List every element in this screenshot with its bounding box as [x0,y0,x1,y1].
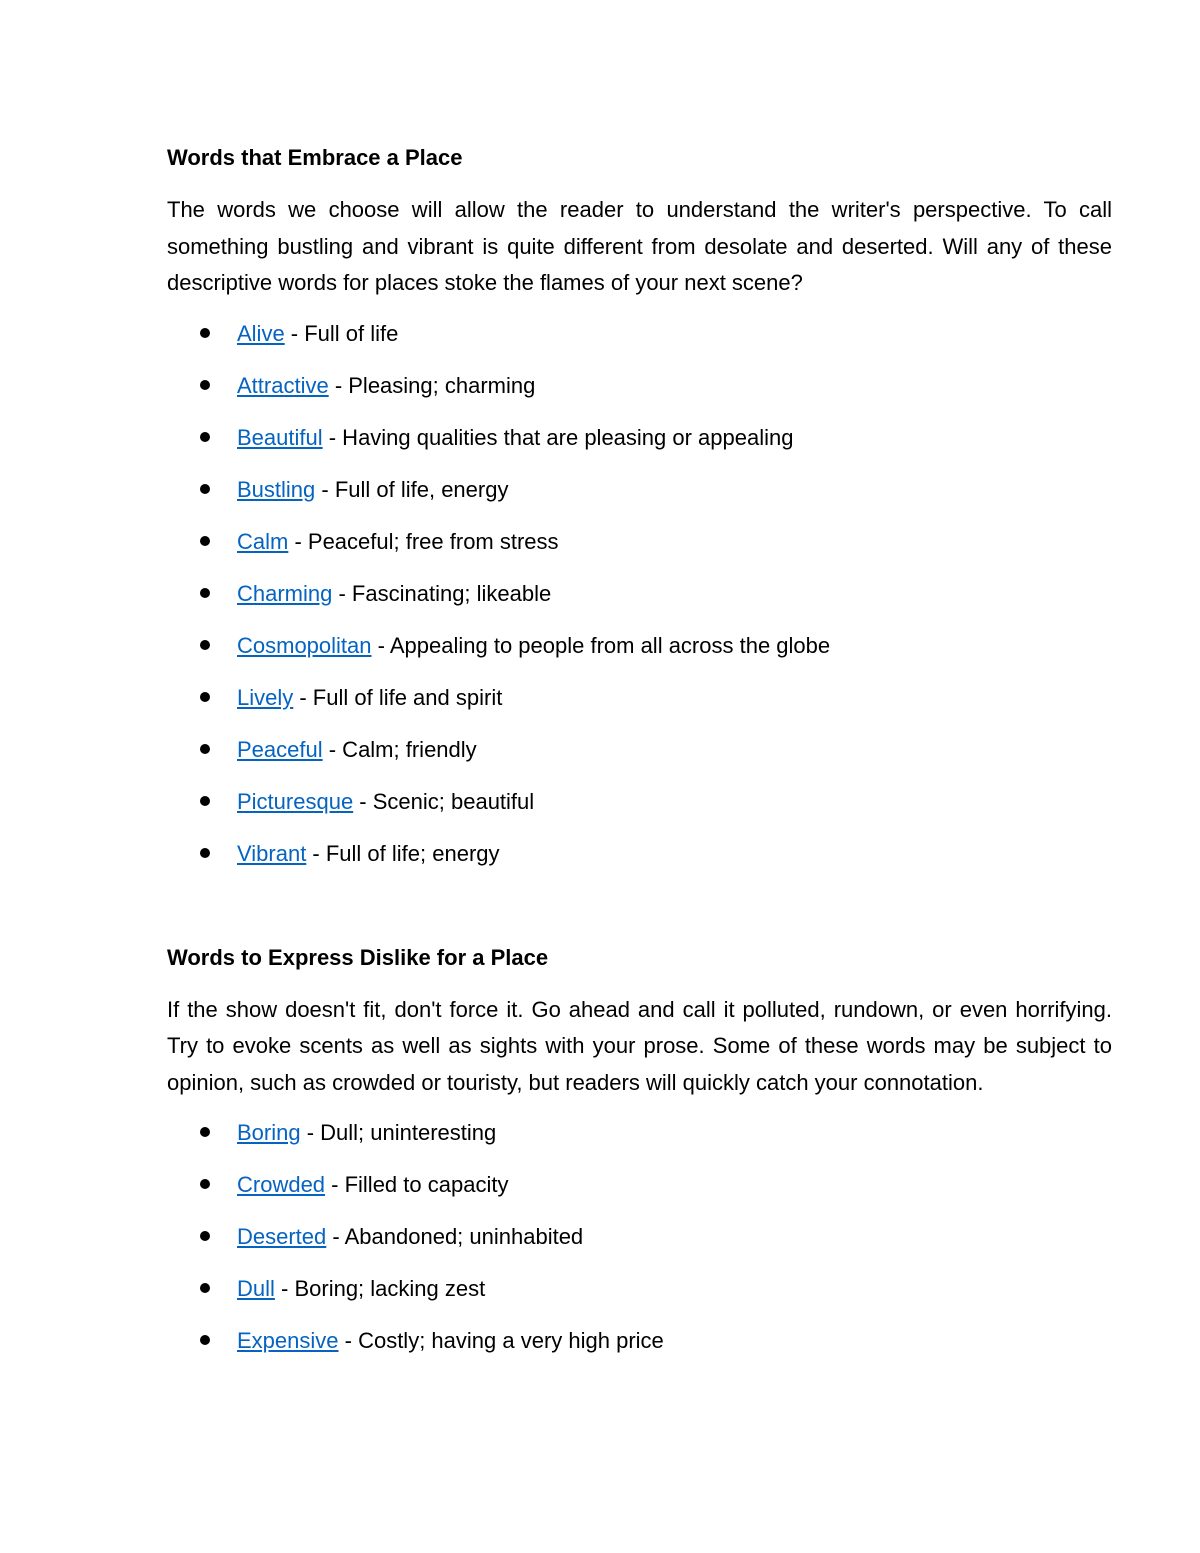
list-item [167,680,1112,732]
bullet-icon [200,1231,210,1241]
bullet-icon [200,588,210,598]
word-definition: - Full of life, energy [315,476,509,502]
document-page [167,140,1112,1375]
list-item [167,1115,1112,1167]
bullet-icon [200,640,210,650]
section-embrace [167,140,1112,888]
bullet-icon [200,1179,210,1189]
list-item [167,1271,1112,1323]
list-item [167,420,1112,472]
word-definition: - Appealing to people from all across the globe [371,632,831,658]
list-item [167,732,1112,784]
word-link[interactable]: Cosmopolitan [237,632,372,658]
list-item [167,576,1112,628]
word-link[interactable]: Dull [237,1276,275,1301]
bullet-icon [200,536,210,546]
word-definition: - Scenic; beautiful [353,788,535,814]
bullet-icon [200,1335,210,1345]
list-item [167,316,1112,368]
bullet-icon [200,1283,210,1293]
word-link[interactable]: Crowded [237,1172,326,1197]
word-link[interactable]: Charming [237,580,333,606]
word-definition: - Full of life; energy [306,840,500,866]
section-dislike [167,940,1112,1376]
section-paragraph: The words we choose will allow the reader to understand the writer's perspective. To call something bustling and vibrant is quite different from desolate and deserted. Will any of these descriptive words for places stoke the flames of your next scene? [167,197,1112,295]
list-item [167,368,1112,420]
word-link[interactable]: Beautiful [237,424,323,450]
word-list [167,316,1112,888]
list-item [167,1219,1112,1271]
list-item [167,472,1112,524]
word-definition: - Dull; uninteresting [300,1120,497,1145]
word-link[interactable]: Calm [237,528,289,554]
word-definition: - Having qualities that are pleasing or appealing [322,424,794,450]
section-heading: Words that Embrace a Place [167,145,463,170]
word-list [167,1115,1112,1375]
bullet-icon [200,380,210,390]
list-item [167,628,1112,680]
list-item [167,784,1112,836]
bullet-icon [200,1127,210,1137]
bullet-icon [200,484,210,494]
word-link[interactable]: Alive [237,320,285,346]
list-item [167,1167,1112,1219]
word-definition: - Full of life and spirit [293,684,503,710]
word-definition: - Filled to capacity [325,1172,509,1197]
bullet-icon [200,744,210,754]
word-definition: - Costly; having a very high price [338,1328,664,1353]
word-definition: - Boring; lacking zest [274,1276,486,1301]
word-link[interactable]: Picturesque [237,788,354,814]
bullet-icon [200,796,210,806]
word-link[interactable]: Bustling [237,476,316,502]
section-paragraph: If the show doesn't fit, don't force it. Go ahead and call it polluted, rundown, or even horrifying. Try to evoke scents as well as sights with your prose. Some of these words may be subject to opinion, such as crowded or touristy, but readers will quickly catch your connotation. [167,996,1112,1095]
word-definition: - Peaceful; free from stress [288,528,559,554]
word-definition: - Abandoned; uninhabited [326,1224,584,1249]
list-item [167,836,1112,888]
word-link[interactable]: Lively [237,684,294,710]
word-link[interactable]: Attractive [237,372,329,398]
bullet-icon [200,328,210,338]
section-heading: Words to Express Dislike for a Place [167,944,549,970]
word-definition: - Pleasing; charming [328,372,536,398]
list-item [167,524,1112,576]
bullet-icon [200,432,210,442]
section-spacer [167,888,1112,940]
bullet-icon [200,692,210,702]
word-link[interactable]: Vibrant [237,840,307,866]
word-link[interactable]: Boring [237,1120,301,1145]
word-link[interactable]: Deserted [237,1224,327,1249]
list-item [167,1323,1112,1375]
bullet-icon [200,848,210,858]
word-link[interactable]: Expensive [237,1328,339,1353]
word-definition: - Fascinating; likeable [332,580,552,606]
word-definition: - Calm; friendly [322,736,477,762]
word-link[interactable]: Peaceful [237,736,323,762]
word-definition: - Full of life [284,320,399,346]
